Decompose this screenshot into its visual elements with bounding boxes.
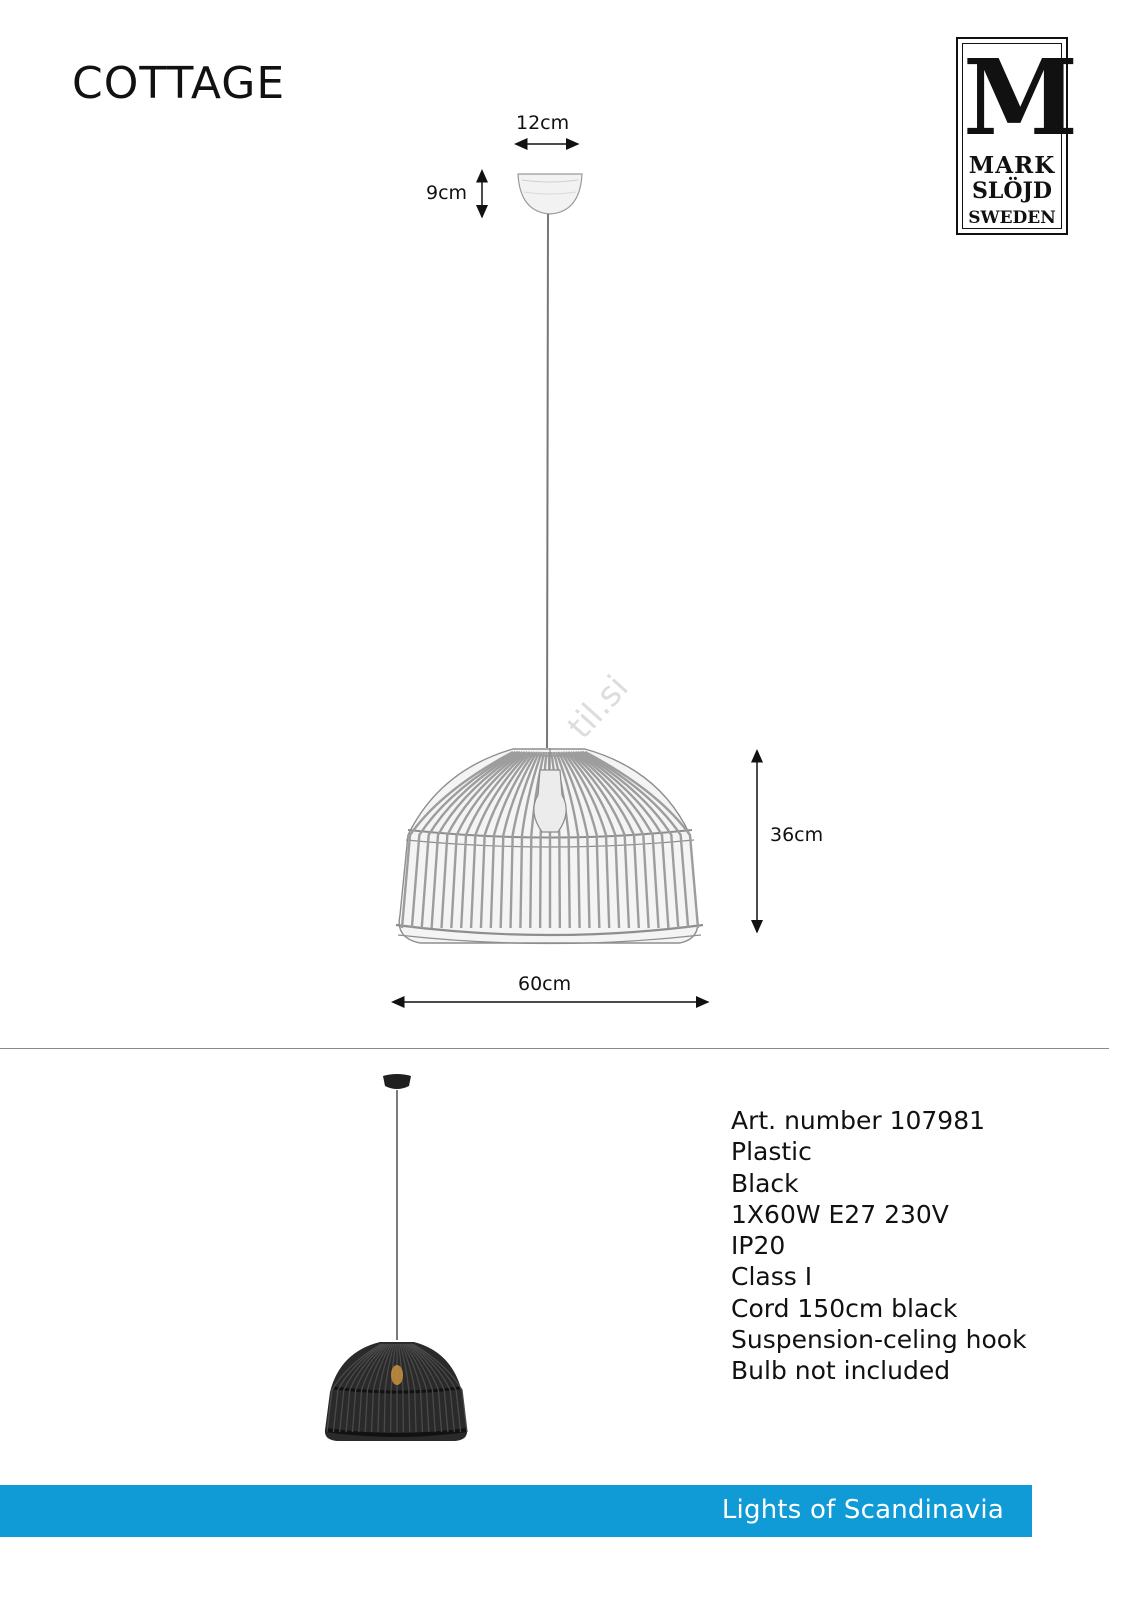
spec-item: Bulb not included bbox=[731, 1356, 951, 1386]
shade-width-label: 60cm bbox=[518, 973, 572, 995]
spec-item: Plastic bbox=[731, 1137, 812, 1167]
brand-logo-letter: M bbox=[963, 36, 1079, 159]
brand-logo-line-2: SLÖJD bbox=[971, 178, 1052, 204]
spec-item: 1X60W E27 230V bbox=[731, 1199, 949, 1229]
brand-logo-line-1: MARK bbox=[968, 152, 1056, 179]
spec-list bbox=[731, 1105, 1027, 1387]
spec-item: IP20 bbox=[731, 1231, 786, 1261]
brand-logo-line-3: SWEDEN bbox=[968, 208, 1056, 228]
product-photo bbox=[325, 1074, 467, 1441]
watermark: til.si bbox=[560, 667, 637, 747]
spec-item: Class I bbox=[731, 1262, 813, 1292]
canopy-width-label: 12cm bbox=[516, 112, 570, 134]
shade-height-label: 36cm bbox=[770, 824, 824, 846]
spec-item: Black bbox=[731, 1168, 799, 1198]
footer-tagline: Lights of Scandinavia bbox=[721, 1495, 1004, 1525]
cord-drawing bbox=[547, 214, 548, 748]
footer-banner bbox=[0, 1485, 1032, 1537]
canopy-height-label: 9cm bbox=[426, 182, 468, 204]
spec-item: Suspension-celing hook bbox=[731, 1325, 1027, 1355]
product-title: COTTAGE bbox=[72, 58, 286, 109]
spec-item: Art. number 107981 bbox=[731, 1106, 986, 1135]
spec-item: Cord 150cm black bbox=[731, 1293, 958, 1323]
section-divider bbox=[0, 1048, 1109, 1049]
